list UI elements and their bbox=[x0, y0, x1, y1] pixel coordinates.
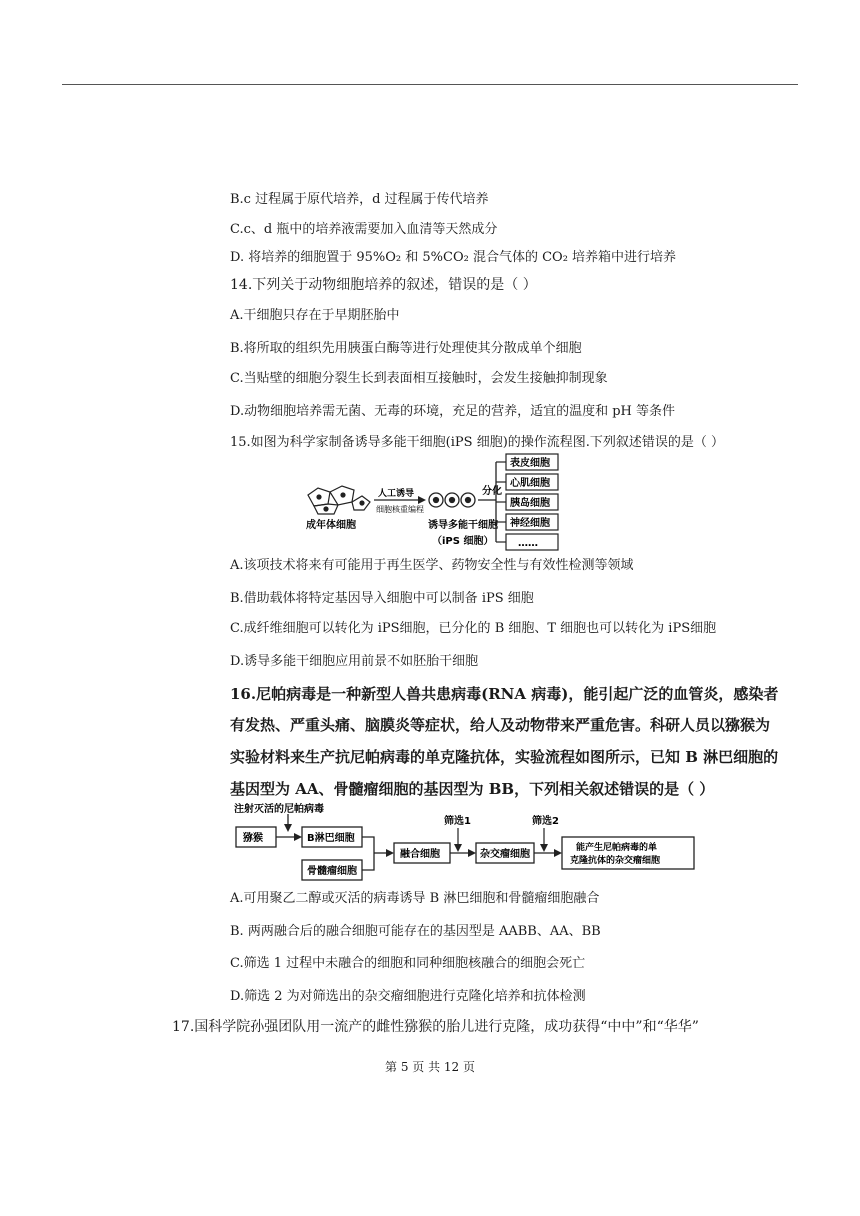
inject-label: 注射灭活的尼帕病毒 bbox=[234, 804, 324, 815]
q14-option-d: D.动物细胞培养需无菌、无毒的环境，充足的营养，适宜的温度和 pH 等条件 bbox=[230, 404, 676, 419]
arrow-label-reprogram: 细胞核重编程 bbox=[376, 505, 424, 514]
ips-cells-icon bbox=[429, 493, 475, 507]
differentiate-label: 分化 bbox=[482, 486, 502, 497]
q13-option-c: C.c、d 瓶中的培养液需要加入血清等天然成分 bbox=[230, 222, 498, 237]
page-footer: 第 5 页 共 12 页 bbox=[385, 1060, 475, 1074]
q16-option-a: A.可用聚乙二醇或灭活的病毒诱导 B 淋巴细胞和骨髓瘤细胞融合 bbox=[230, 891, 600, 906]
q17-stem: 17.国科学院孙强团队用一流产的雌性猕猴的胎儿进行克隆，成功获得“中中”和“华华” bbox=[172, 1019, 699, 1035]
screen-1-label: 筛选1 bbox=[444, 816, 471, 827]
monkey-box: 猕猴 bbox=[243, 833, 263, 844]
q16-stem-line-2: 有发热、严重头痛、脑膜炎等症状，给人及动物带来严重危害。科研人员以猕猴为 bbox=[230, 716, 771, 734]
screen-2-label: 筛选2 bbox=[532, 816, 559, 827]
output-epidermal: 表皮细胞 bbox=[510, 458, 550, 469]
q14-option-c: C.当贴壁的细胞分裂生长到表面相互接触时，会发生接触抑制现象 bbox=[230, 371, 608, 386]
q15-option-d: D.诱导多能干细胞应用前景不如胚胎干细胞 bbox=[230, 654, 479, 669]
q16-stem-line-4: 基因型为 AA、骨髓瘤细胞的基因型为 BB，下列相关叙述错误的是（ ） bbox=[230, 780, 715, 798]
q15-stem: 15.如图为科学家制备诱导多能干细胞(iPS 细胞)的操作流程图.下列叙述错误的是（ ） bbox=[230, 435, 725, 450]
q14-option-b: B.将所取的组织先用胰蛋白酶等进行处理使其分散成单个细胞 bbox=[230, 341, 582, 356]
ips-label-1: 诱导多能干细胞 bbox=[428, 520, 498, 531]
ips-label-2: （iPS 细胞） bbox=[432, 536, 494, 547]
myeloma-box: 骨髓瘤细胞 bbox=[307, 866, 357, 877]
q13-option-b: B.c 过程属于原代培养，d 过程属于传代培养 bbox=[230, 192, 489, 207]
output-cardiac: 心肌细胞 bbox=[510, 478, 550, 489]
q16-option-d: D.筛选 2 为对筛选出的杂交瘤细胞进行克隆化培养和抗体检测 bbox=[230, 989, 586, 1004]
adult-cells-icon bbox=[308, 486, 370, 514]
q13-option-d: D. 将培养的细胞置于 95%O₂ 和 5%CO₂ 混合气体的 CO₂ 培养箱中进行培养 bbox=[230, 250, 677, 265]
q16-option-c: C.筛选 1 过程中未融合的细胞和同种细胞核融合的细胞会死亡 bbox=[230, 956, 586, 971]
output-more: …… bbox=[518, 538, 538, 549]
header-rule bbox=[62, 84, 798, 85]
result-line-1: 能产生尼帕病毒的单 bbox=[576, 843, 658, 853]
b-cell-box: B淋巴细胞 bbox=[307, 833, 355, 844]
source-cell-label: 成年体细胞 bbox=[306, 520, 356, 531]
q15-option-a: A.该项技术将来有可能用于再生医学、药物安全性与有效性检测等领域 bbox=[230, 558, 634, 573]
result-line-2: 克隆抗体的杂交瘤细胞 bbox=[570, 856, 661, 866]
antibody-flow-diagram bbox=[232, 800, 702, 882]
hybridoma-box: 杂交瘤细胞 bbox=[480, 849, 530, 860]
ips-flow-diagram bbox=[300, 450, 570, 554]
q16-stem-line-3: 实验材料来生产抗尼帕病毒的单克隆抗体，实验流程如图所示，已知 B 淋巴细胞的 bbox=[230, 748, 779, 766]
q15-option-b: B.借助载体将特定基因导入细胞中可以制备 iPS 细胞 bbox=[230, 591, 534, 606]
output-islet: 胰岛细胞 bbox=[510, 498, 550, 509]
q14-stem: 14.下列关于动物细胞培养的叙述，错误的是（ ） bbox=[230, 277, 537, 293]
q15-option-c: C.成纤维细胞可以转化为 iPS细胞，已分化的 B 细胞、T 细胞也可以转化为 iPS细胞 bbox=[230, 621, 717, 636]
q16-stem-line-1: 16.尼帕病毒是一种新型人兽共患病毒(RNA 病毒)，能引起广泛的血管炎，感染者 bbox=[230, 685, 779, 703]
fused-cell-box: 融合细胞 bbox=[400, 849, 440, 860]
arrow-label-induce: 人工诱导 bbox=[378, 489, 415, 499]
q16-option-b: B. 两两融合后的融合细胞可能存在的基因型是 AABB、AA、BB bbox=[230, 924, 601, 939]
output-nerve: 神经细胞 bbox=[510, 518, 550, 529]
q14-option-a: A.干细胞只存在于早期胚胎中 bbox=[230, 308, 400, 323]
